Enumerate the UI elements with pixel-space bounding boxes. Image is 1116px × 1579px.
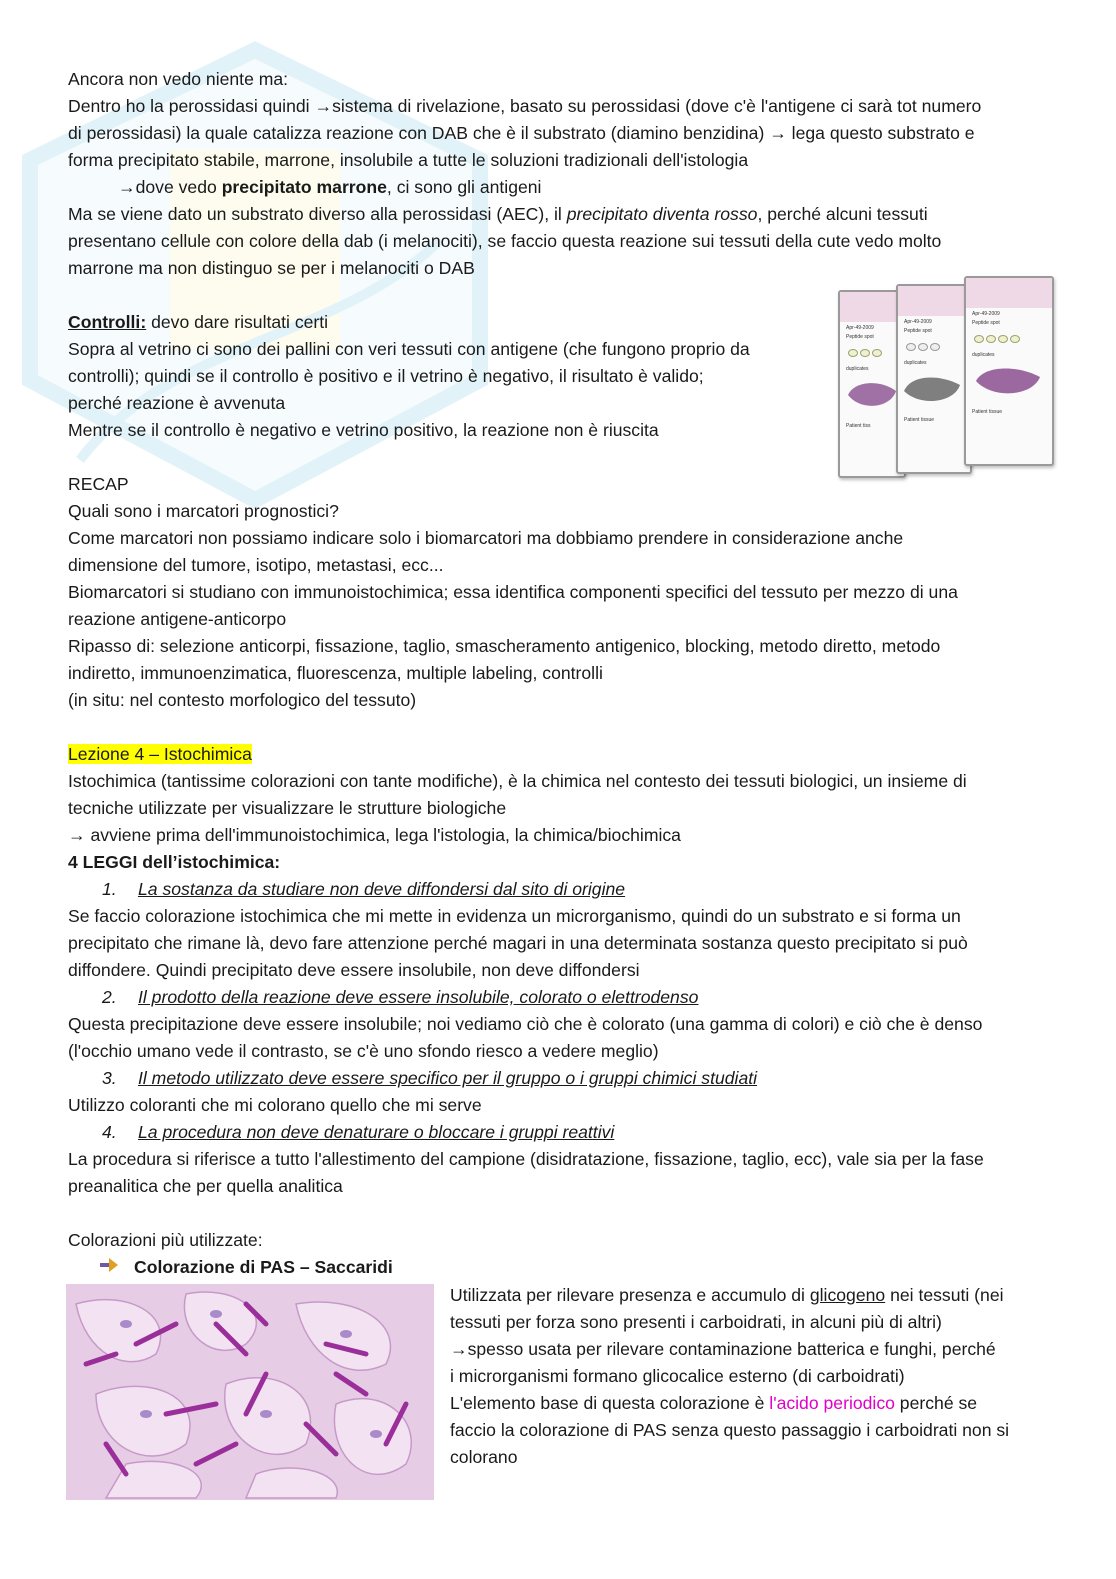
paragraph-line: perché reazione è avvenuta xyxy=(68,393,286,413)
paragraph-line: →spesso usata per rilevare contaminazione batterica e funghi, perché xyxy=(450,1339,996,1359)
paragraph-line: Questa precipitazione deve essere insolubile; noi vediamo ciò che è colorato (una gamma di colori) e ciò che è denso xyxy=(68,1014,983,1034)
paragraph-line: forma precipitato stabile, marrone, insolubile a tutte le soluzioni tradizionali dell'istologia xyxy=(68,150,749,170)
law-item: 4. La procedura non deve denaturare o bloccare i gruppi reattivi xyxy=(102,1122,615,1142)
paragraph-line: tessuti per forza sono presenti i carboidrati, in alcuni più di altri) xyxy=(450,1312,942,1332)
paragraph-line: controlli); quindi se il controllo è positivo e il vetrino è negativo, il risultato è valido; xyxy=(68,366,704,386)
paragraph-line: (in situ: nel contesto morfologico del tessuto) xyxy=(68,690,417,710)
law-item: 2. Il prodotto della reazione deve essere insolubile, colorato o elettrodenso xyxy=(102,987,699,1007)
arrow-icon: → xyxy=(450,1339,468,1359)
paragraph-line: → avviene prima dell'immunoistochimica, lega l'istologia, la chimica/biochimica xyxy=(68,825,681,845)
section-heading: Controlli: devo dare risultati certi xyxy=(68,312,329,332)
arrow-icon: → xyxy=(68,825,86,845)
pas-description xyxy=(450,1282,1050,1471)
paragraph-line: Ripasso di: selezione anticorpi, fissazione, taglio, smascheramento antigenico, blocking, metodo diretto, metodo xyxy=(68,636,941,656)
section-heading: RECAP xyxy=(68,474,129,494)
paragraph-line: Mentre se il controllo è negativo e vetrino positivo, la reazione non è riuscita xyxy=(68,420,659,440)
arrow-icon: → xyxy=(118,177,136,197)
paragraph-line: tecniche utilizzate per visualizzare le strutture biologiche xyxy=(68,798,507,818)
slide-card: Apr-49-2009 Peptide spot duplicates Patient tiss xyxy=(838,290,906,478)
paragraph-line: Come marcatori non possiamo indicare solo i biomarcatori ma dobbiamo prendere in considerazione anche xyxy=(68,528,904,548)
bullet-item: Colorazione di PAS – Saccaridi xyxy=(68,1254,1048,1281)
paragraph-line: colorano xyxy=(450,1447,518,1467)
paragraph-line: Dentro ho la perossidasi quindi →sistema di rivelazione, basato su perossidasi (dove c'è l'antigene ci sarà tot numero xyxy=(68,96,982,116)
lesson-title: Lezione 4 – Istochimica xyxy=(68,744,252,764)
paragraph-line: diffondere. Quindi precipitato deve essere insolubile, non deve diffondersi xyxy=(68,960,640,980)
paragraph-line: Ma se viene dato un substrato diverso alla perossidasi (AEC), il precipitato diventa rosso, perché alcuni tessuti xyxy=(68,204,928,224)
law-item: 1. La sostanza da studiare non deve diffondersi dal sito di origine xyxy=(102,879,626,899)
arrow-icon: → xyxy=(314,96,333,116)
paragraph-line: Sopra al vetrino ci sono dei pallini con veri tessuti con antigene (che fungono proprio da xyxy=(68,339,750,359)
paragraph-line: Utilizzata per rilevare presenza e accumulo di glicogeno nei tessuti (nei xyxy=(450,1285,1004,1305)
paragraph-line: dimensione del tumore, isotipo, metastasi, ecc... xyxy=(68,555,444,575)
paragraph-line: Quali sono i marcatori prognostici? xyxy=(68,501,339,521)
paragraph-line: reazione antigene-anticorpo xyxy=(68,609,287,629)
paragraph-line: preanalitica che per quella analitica xyxy=(68,1176,343,1196)
controlli-section xyxy=(68,309,828,444)
paragraph-line: →dove vedo precipitato marrone, ci sono gli antigeni xyxy=(118,177,542,197)
paragraph-line: Biomarcatori si studiano con immunoistochimica; essa identifica componenti specifici del tessuto per mezzo di una xyxy=(68,582,958,602)
paragraph-line: precipitato che rimane là, devo fare attenzione perché magari in una determinata sostanza questo precipitato si può xyxy=(68,933,968,953)
pas-section xyxy=(66,1282,1056,1502)
paragraph-line: indiretto, immunoenzimatica, fluorescenza, multiple labeling, controlli xyxy=(68,663,603,683)
bullet-arrow-icon xyxy=(100,1254,122,1281)
paragraph-line: La procedura si riferisce a tutto l'allestimento del campione (disidratazione, fissazione, taglio, ecc), vale sia per la fase xyxy=(68,1149,984,1169)
paragraph-line: (l'occhio umano vede il contrasto, se c'è uno sfondo riesco a vedere meglio) xyxy=(68,1041,659,1061)
paragraph-line: Se faccio colorazione istochimica che mi mette in evidenza un microrganismo, quindi do un substrato e si forma un xyxy=(68,906,961,926)
paragraph-line: i microrganismi formano glicocalice esterno (di carboidrati) xyxy=(450,1366,905,1386)
slide-card: Apr-49-2009 Peptide spot duplicates Patient tissue xyxy=(964,276,1054,466)
section-heading: Colorazioni più utilizzate: xyxy=(68,1230,263,1250)
paragraph-line: presentano cellule con colore della dab (i melanociti), se faccio questa reazione sui tessuti della cute vedo molto xyxy=(68,231,942,251)
paragraph-line: marrone ma non distinguo se per i melanociti o DAB xyxy=(68,258,475,278)
paragraph-line: di perossidasi) la quale catalizza reazione con DAB che è il substrato (diamino benzidina) → lega questo substrato e xyxy=(68,123,975,143)
slide-card: Apr-49-2009 Peptide spot duplicates Patient tissue xyxy=(896,284,972,474)
arrow-icon: → xyxy=(769,123,787,143)
paragraph-line: Istochimica (tantissime colorazioni con tante modifiche), è la chimica nel contesto dei tessuti biologici, un insieme di xyxy=(68,771,967,791)
pas-histology-image xyxy=(66,1284,434,1500)
paragraph-line: faccio la colorazione di PAS senza questo passaggio i carboidrati non si xyxy=(450,1420,1010,1440)
section-heading: 4 LEGGI dell’istochimica: xyxy=(68,852,281,872)
slides-image xyxy=(838,276,1056,478)
document-page xyxy=(68,66,1048,1281)
paragraph-line: L'elemento base di questa colorazione è l'acido periodico perché se xyxy=(450,1393,978,1413)
paragraph-line: Ancora non vedo niente ma: xyxy=(68,69,289,89)
paragraph-line: Utilizzo coloranti che mi colorano quello che mi serve xyxy=(68,1095,482,1115)
law-item: 3. Il metodo utilizzato deve essere specifico per il gruppo o i gruppi chimici studiati xyxy=(102,1068,758,1088)
